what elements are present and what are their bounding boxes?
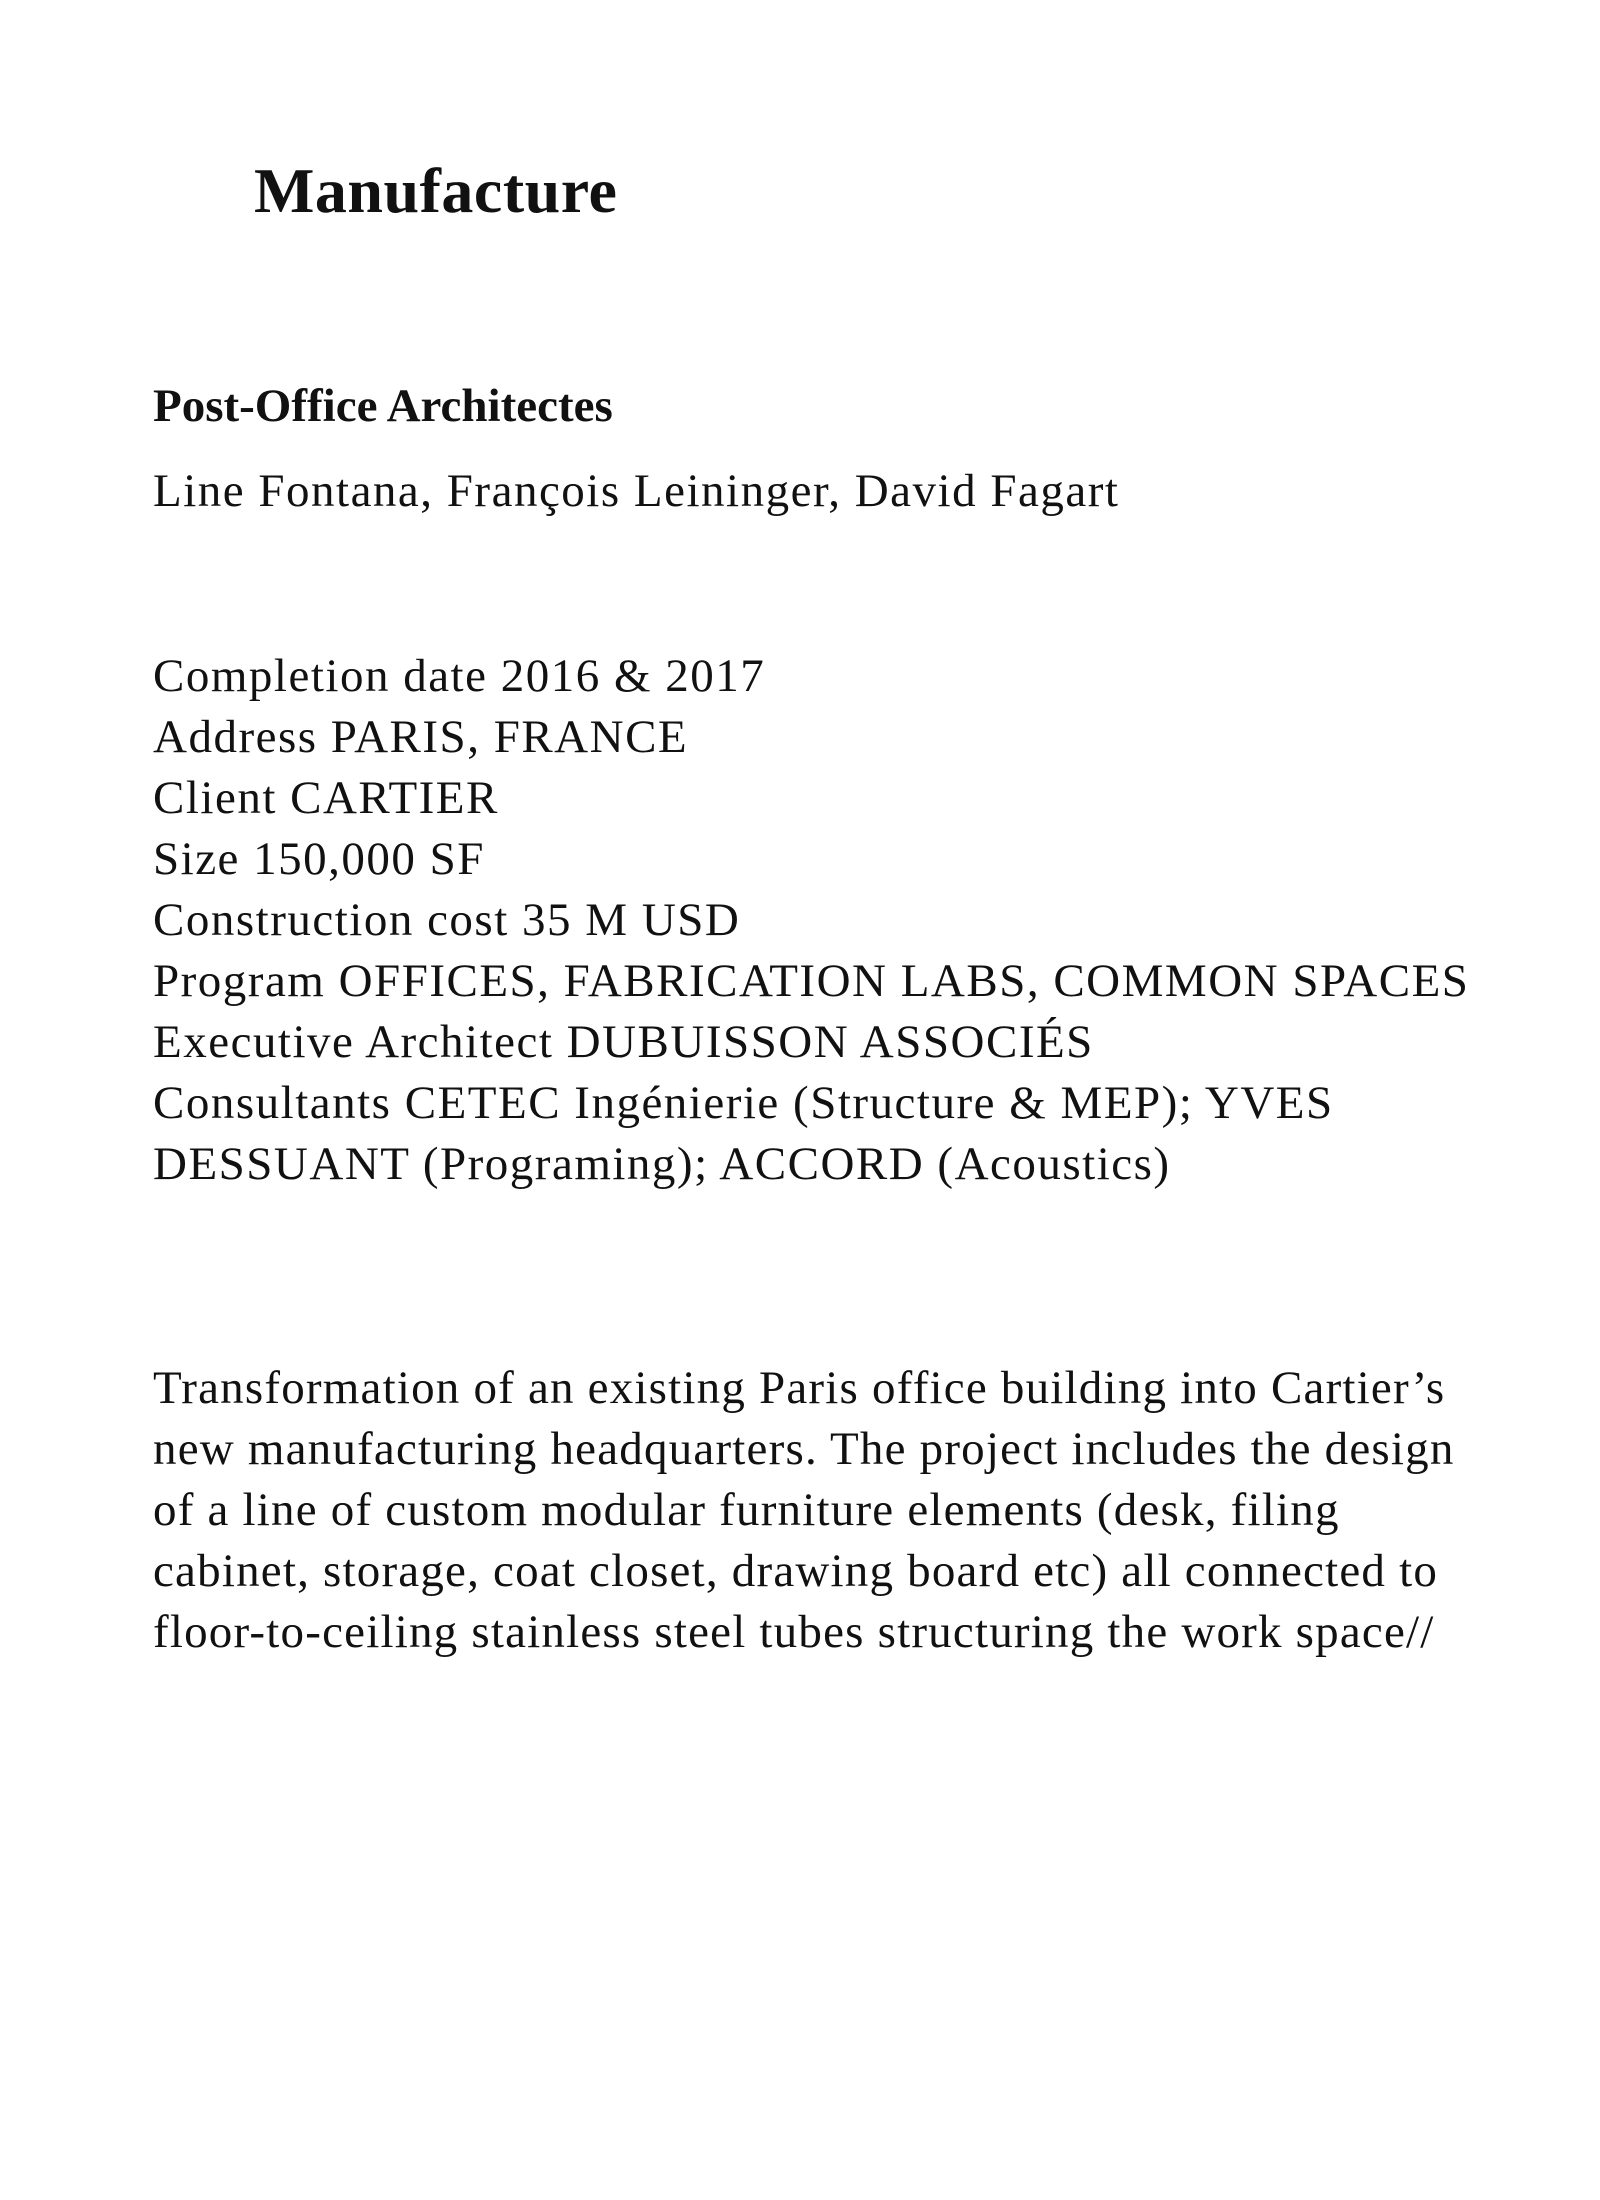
page-title: Manufacture (254, 155, 618, 226)
detail-client: Client CARTIER (153, 772, 499, 824)
project-description: Transformation of an existing Paris office building into Cartier’s new manufacturing headquarters. The project includes the design of a line of custom modular furniture elements (desk, filing cabinet, storage, coat closet, drawing board etc) all connected to floor-to-ceiling stainless steel tubes structuring the work space// (153, 1362, 1455, 1658)
detail-size: Size 150,000 SF (153, 833, 485, 885)
detail-consultants: Consultants CETEC Ingénierie (Structure & MEP); YVES DESSUANT (Programing); ACCORD (Acoustics) (153, 1077, 1334, 1190)
detail-address: Address PARIS, FRANCE (153, 711, 689, 763)
detail-program: Program OFFICES, FABRICATION LABS, COMMON SPACES (153, 955, 1470, 1007)
architect-team: Line Fontana, François Leininger, David Fagart (153, 465, 1120, 517)
detail-executive-architect: Executive Architect DUBUISSON ASSOCIÉS (153, 1016, 1094, 1068)
architect-firm: Post-Office Architectes (153, 380, 613, 432)
detail-construction-cost: Construction cost 35 M USD (153, 894, 741, 946)
project-details (153, 646, 1473, 1195)
detail-completion-date: Completion date 2016 & 2017 (153, 650, 766, 702)
